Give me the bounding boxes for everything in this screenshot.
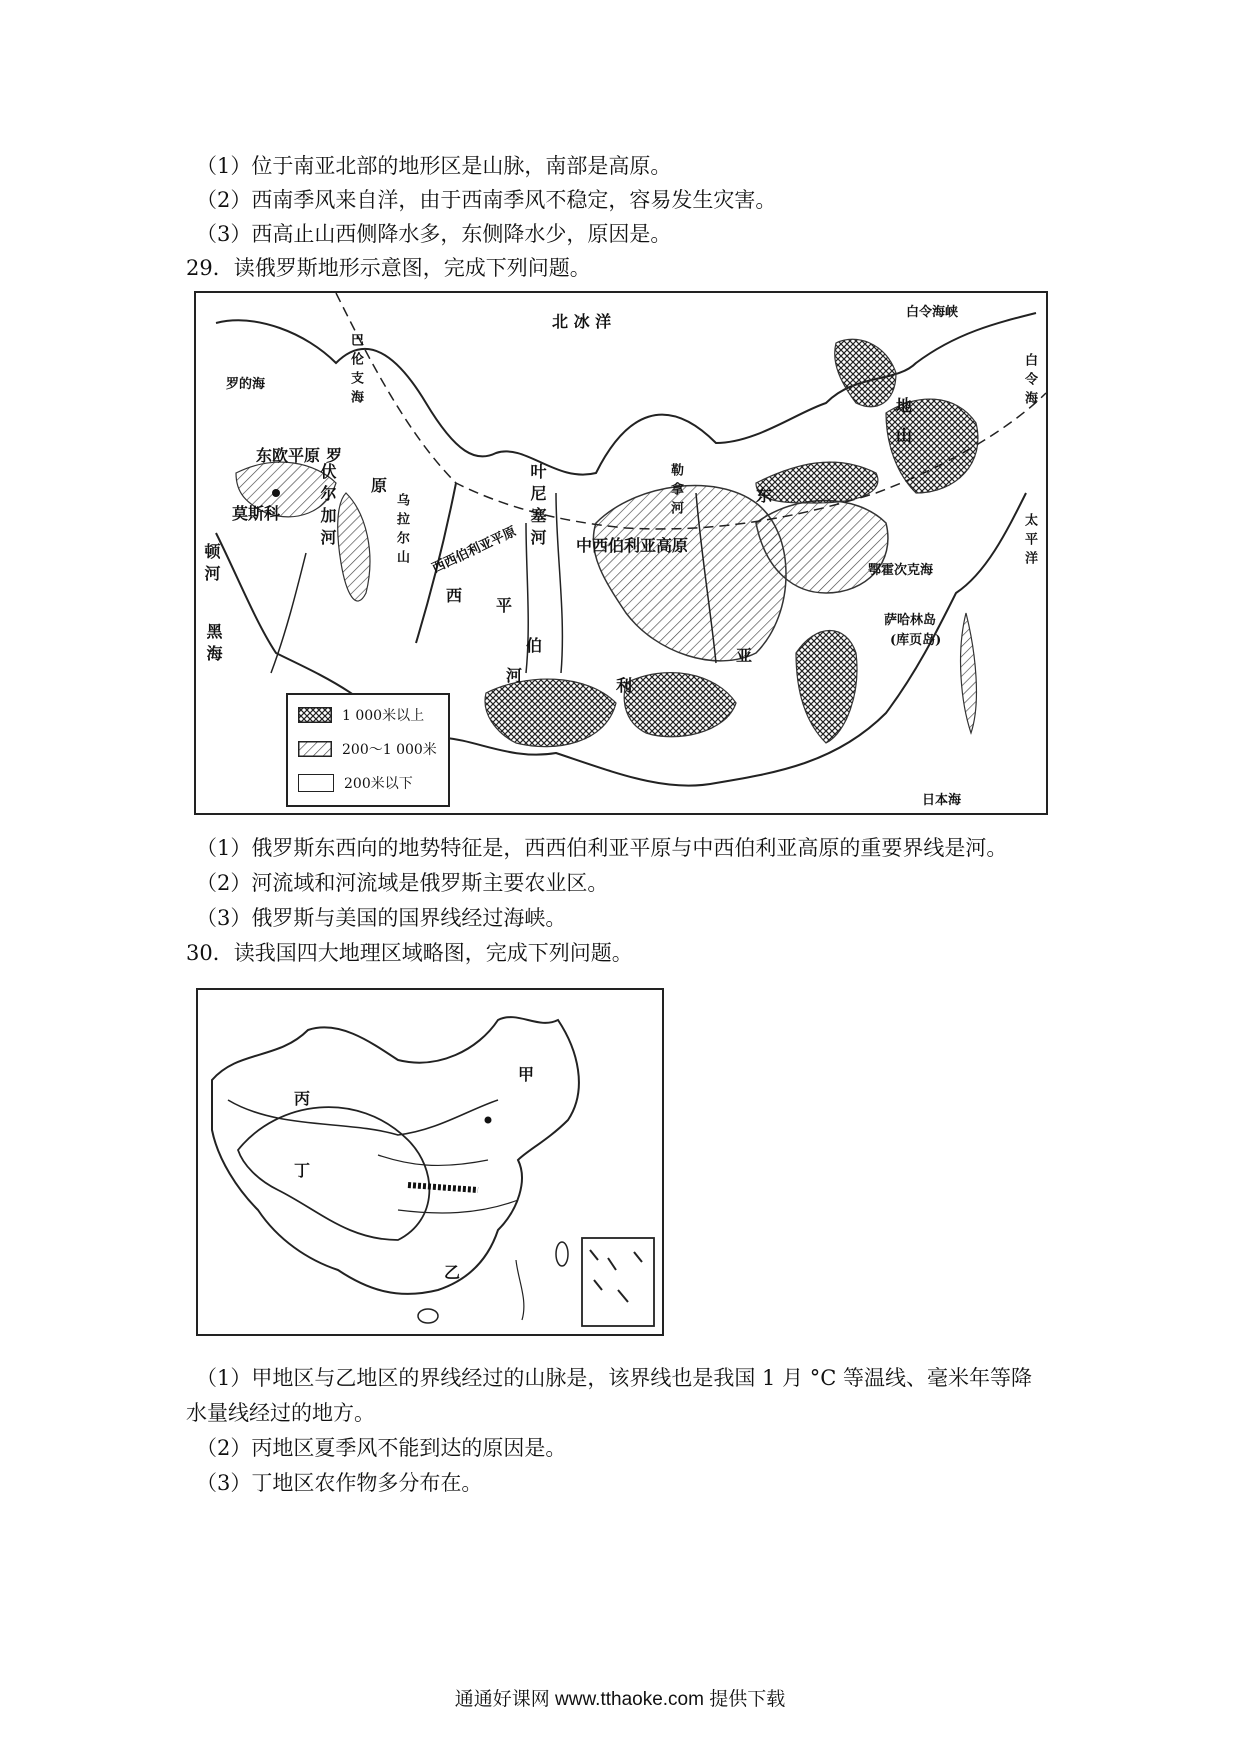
label-ural: 乌拉尔山 [394,493,409,569]
legend-row-low [298,773,413,793]
legend-label-low: 200米以下 [344,776,413,792]
label-lena: 勒拿河 [668,463,683,520]
label-bo: 伯 [526,636,543,655]
label-west-siberian-plain: 西西伯利亚平原 [429,524,519,577]
label-bering-strait: 白令海峡 [906,305,959,320]
q29-line-3: （3）俄罗斯与美国的国界线经过海峡。 [196,906,567,930]
legend-swatch-crosshatch [298,707,332,723]
label-sakhalin: 萨哈林岛 [884,613,937,628]
label-li: 利 [616,676,633,695]
label-yi: 乙 [444,1263,461,1282]
label-luo: 罗 [326,446,343,465]
q30-title: 30．读我国四大地理区域略图，完成下列问题。 [186,941,633,965]
legend-label-high: 1 000米以上 [342,708,425,724]
label-moscow: 莫斯科 [232,504,281,523]
label-central-siberian: 中西伯利亚高原 [576,536,689,555]
label-japan-sea: 日本海 [922,793,962,808]
label-jia: 甲 [518,1065,535,1084]
q30-line-4: （3）丁地区农作物多分布在。 [196,1471,483,1495]
q29-title: 29．读俄罗斯地形示意图，完成下列问题。 [186,256,591,280]
label-arctic-ocean: 北 冰 洋 [552,312,612,331]
legend-swatch-diagonal [298,741,332,757]
label-yuan: 原 [371,476,388,495]
legend-label-mid: 200～1 000米 [342,742,437,758]
label-volga: 伏尔加河 [318,463,337,551]
label-west: 西 [446,586,463,605]
label-he: 河 [506,666,523,685]
legend-swatch-blank [298,774,334,792]
label-east: 东 [756,486,773,505]
label-barents: 巴伦支海 [348,333,363,409]
label-di: 地 [896,396,913,415]
q28-line-2: （2）西南季风来自洋，由于西南季风不稳定，容易发生灾害。 [196,188,777,212]
label-shan: 山 [896,426,913,445]
q28-line-3: （3）西高止山西侧降水多，东侧降水少，原因是。 [196,222,672,246]
label-yenisei: 叶尼塞河 [528,463,547,551]
q28-line-1: （1）位于南亚北部的地形区是山脉，南部是高原。 [196,154,672,178]
label-ping: 平 [496,596,513,615]
label-don: 顿河 [202,543,221,587]
label-okhotsk: 鄂霍次克海 [868,563,934,578]
label-pacific: 太平洋 [1022,513,1037,570]
label-ding: 丁 [294,1161,311,1180]
label-east-europe: 东欧平原 [256,446,321,465]
china-regions-map [196,988,664,1336]
q30-line-3: （2）丙地区夏季风不能到达的原因是。 [196,1436,567,1460]
label-bing: 丙 [294,1089,311,1108]
legend-row-high [298,705,424,725]
china-map-drawing [198,990,662,1334]
label-baltic: 罗的海 [226,377,266,392]
label-black-sea: 黑海 [204,623,223,667]
q30-line-2: 水量线经过的地方。 [186,1401,375,1425]
map-legend [286,693,450,807]
q29-line-2: （2）河流域和河流域是俄罗斯主要农业区。 [196,871,609,895]
label-bering-sea: 白令海 [1022,353,1037,410]
legend-row-mid [298,739,437,759]
russia-terrain-map [194,291,1048,815]
page-footer: 通通好课网 www.tthaoke.com 提供下载 [454,1689,786,1710]
label-ya: 亚 [736,646,753,665]
q30-line-1: （1）甲地区与乙地区的界线经过的山脉是，该界线也是我国 1 月 °C 等温线、毫米年等降 [196,1366,1032,1390]
q29-line-1: （1）俄罗斯东西向的地势特征是，西西伯利亚平原与中西伯利亚高原的重要界线是河。 [196,836,1008,860]
label-sakhalin-alt: (库页岛) [890,633,942,648]
